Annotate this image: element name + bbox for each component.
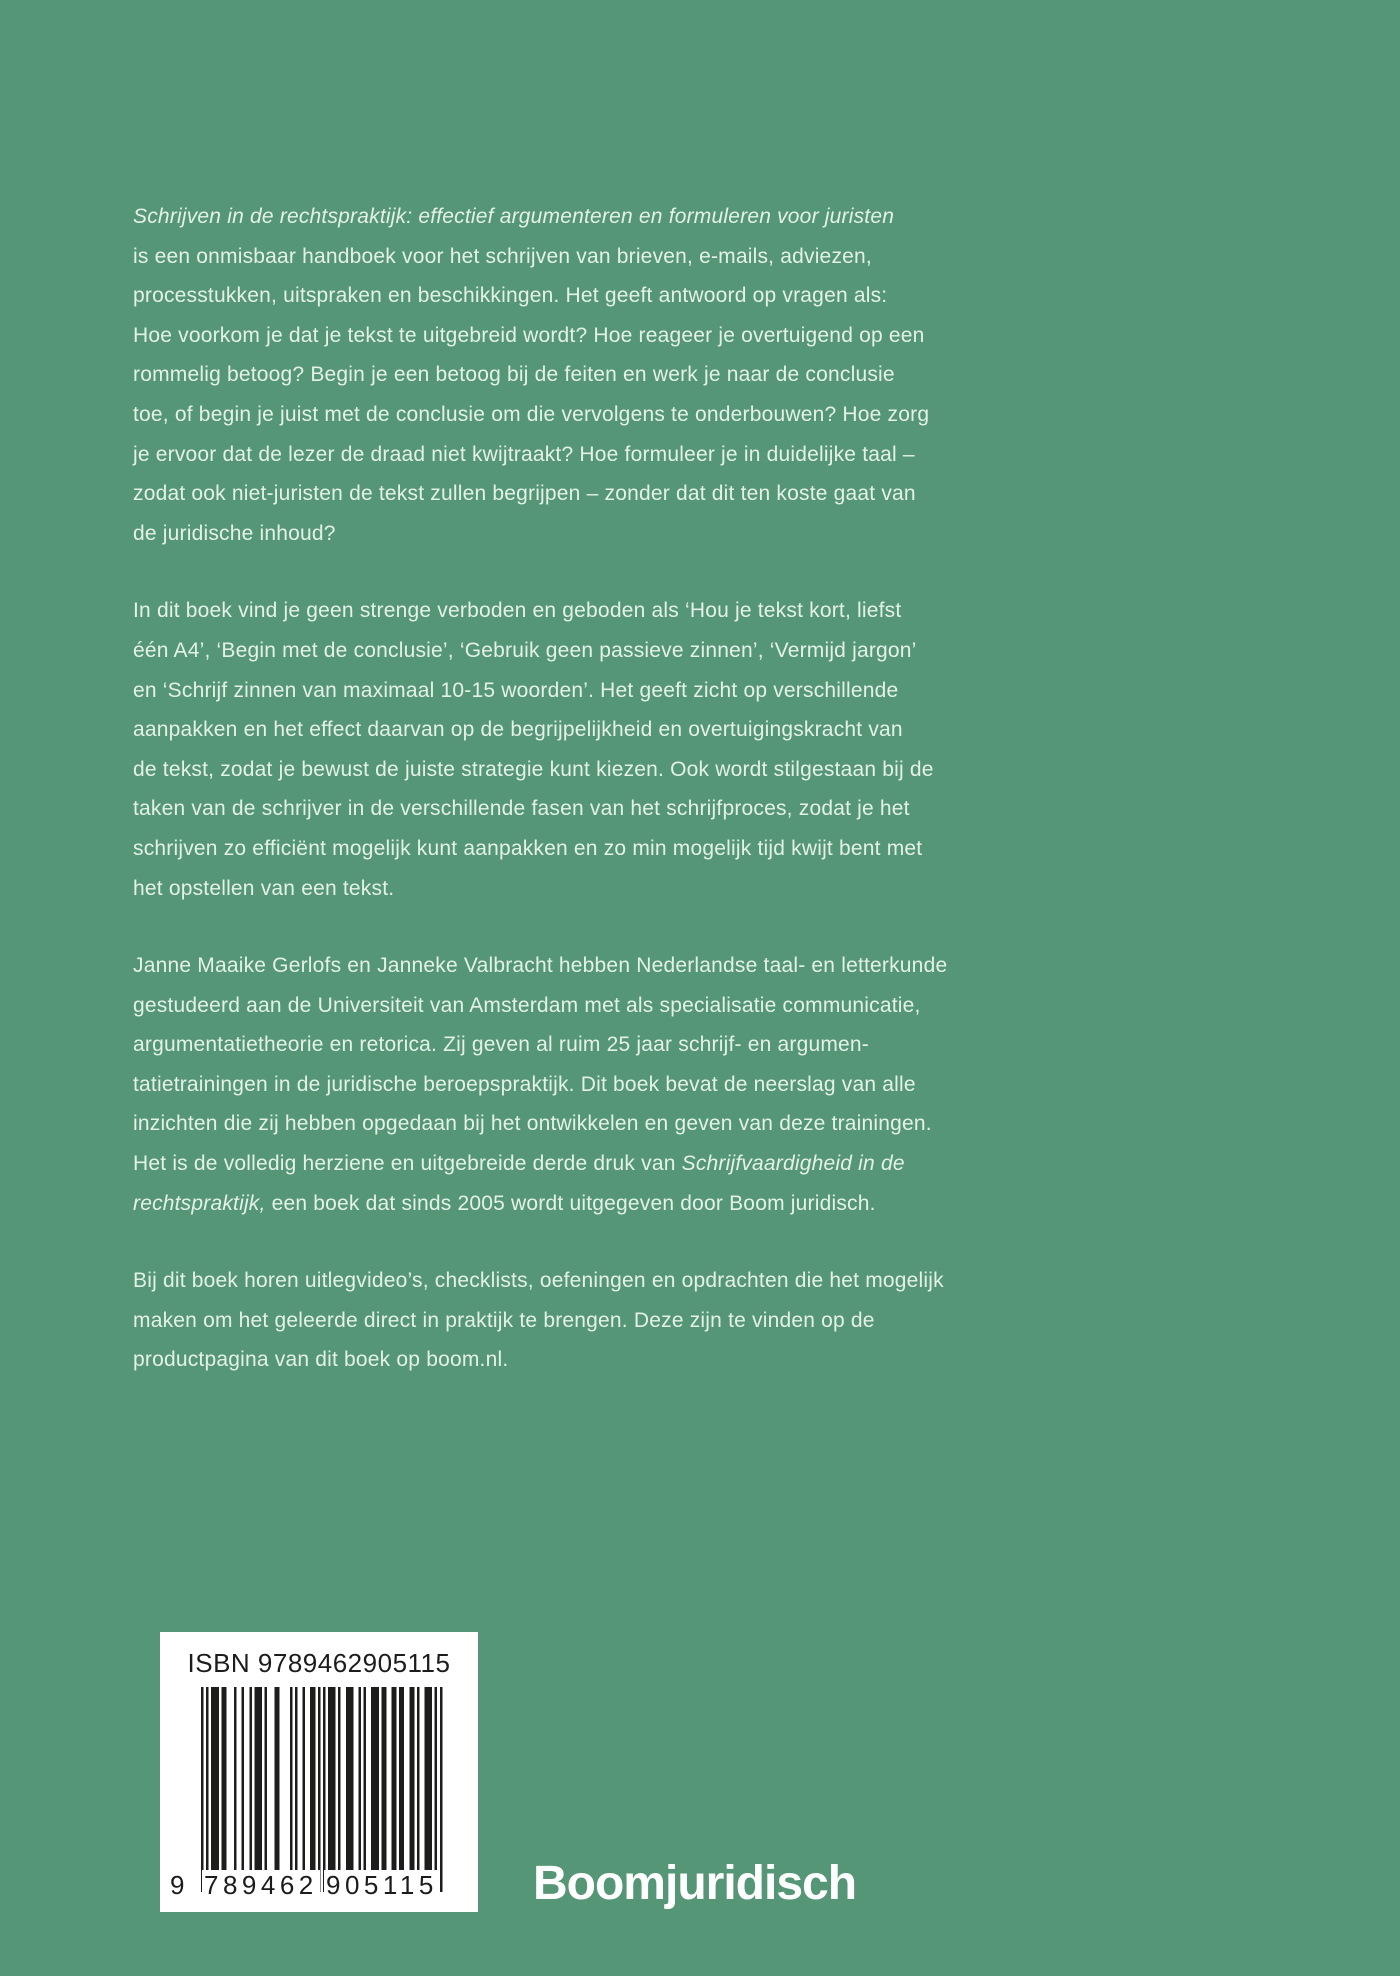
text-line bbox=[133, 789, 1053, 829]
blurb-text: productpagina van dit boek op boom.nl. bbox=[133, 1348, 509, 1372]
blurb-text: tatietrainingen in de juridische beroepspraktijk. Dit boek bevat de neerslag van alle bbox=[133, 1072, 916, 1096]
text-line bbox=[133, 1261, 1053, 1301]
text-line bbox=[133, 474, 1053, 514]
text-line bbox=[133, 1144, 1053, 1184]
isbn-number-label: ISBN 9789462905115 bbox=[187, 1648, 451, 1678]
text-line bbox=[133, 237, 1053, 277]
text-line bbox=[133, 829, 1053, 869]
text-line bbox=[133, 1184, 1053, 1224]
blurb-text: aanpakken en het effect daarvan op de begrijpelijkheid en overtuigingskracht van bbox=[133, 718, 903, 742]
blurb-paragraph-approach bbox=[133, 591, 1053, 908]
isbn-barcode-block bbox=[160, 1632, 478, 1912]
publisher-logo: Boomjuridisch bbox=[533, 1857, 857, 1910]
blurb-text: maken om het geleerde direct in praktijk te brengen. Deze zijn te vinden op de bbox=[133, 1308, 875, 1332]
ean-digit-left: 9 bbox=[170, 1870, 185, 1900]
text-line bbox=[133, 671, 1053, 711]
blurb-paragraph-authors bbox=[133, 946, 1053, 1223]
text-line bbox=[133, 276, 1053, 316]
blurb-text: de tekst, zodat je bewust de juiste strategie kunt kiezen. Ook wordt stilgestaan bij de bbox=[133, 757, 934, 781]
blurb-text: Janne Maaike Gerlofs en Janneke Valbracht hebben Nederlandse taal- en letterkunde bbox=[133, 954, 948, 978]
blurb-text: argumentatietheorie en retorica. Zij geven al ruim 25 jaar schrijf- en argumen- bbox=[133, 1033, 869, 1057]
blurb-text: je ervoor dat de lezer de draad niet kwijtraakt? Hoe formuleer je in duidelijke taal – bbox=[133, 442, 915, 466]
text-line bbox=[133, 316, 1053, 356]
text-line bbox=[133, 355, 1053, 395]
blurb-text: de juridische inhoud? bbox=[133, 521, 336, 545]
text-line bbox=[133, 1025, 1053, 1065]
blurb-text-book-title: rechtspraktijk, bbox=[133, 1191, 266, 1215]
text-line bbox=[133, 514, 1053, 554]
blurb-text: taken van de schrijver in de verschillende fasen van het schrijfproces, zodat je het bbox=[133, 797, 910, 821]
blurb-text: zodat ook niet-juristen de tekst zullen begrijpen – zonder dat dit ten koste gaat van bbox=[133, 482, 916, 506]
blurb-text: Schrijven in de rechtspraktijk: effectief argumenteren en formuleren voor juristen bbox=[133, 205, 895, 228]
blurb-text: inzichten die zij hebben opgedaan bij het ontwikkelen en geven van deze trainingen. bbox=[133, 1112, 932, 1136]
blurb-text: een boek dat sinds 2005 wordt uitgegeven door Boom juridisch. bbox=[265, 1191, 876, 1215]
back-cover-blurb bbox=[133, 197, 1053, 1380]
text-line bbox=[133, 1104, 1053, 1144]
blurb-text: Het is de volledig herziene en uitgebreide derde druk van bbox=[133, 1152, 682, 1176]
blurb-paragraph-intro bbox=[133, 197, 1053, 553]
blurb-text: processtukken, uitspraken en beschikkingen. Het geeft antwoord op vragen als: bbox=[133, 284, 888, 308]
blurb-paragraph-extras bbox=[133, 1261, 1053, 1380]
blurb-text: Hoe voorkom je dat je tekst te uitgebreid wordt? Hoe reageer je overtuigend op een bbox=[133, 323, 925, 347]
text-line bbox=[133, 395, 1053, 435]
blurb-text: één A4’, ‘Begin met de conclusie’, ‘Gebruik geen passieve zinnen’, ‘Vermijd jargon’ bbox=[133, 638, 917, 662]
blurb-text: schrijven zo efficiënt mogelijk kunt aanpakken en zo min mogelijk tijd kwijt bent met bbox=[133, 836, 923, 860]
blurb-text: rommelig betoog? Begin je een betoog bij de feiten en werk je naar de conclusie bbox=[133, 363, 895, 387]
text-line bbox=[133, 435, 1053, 475]
blurb-text: gestudeerd aan de Universiteit van Amsterdam met als specialisatie communicatie, bbox=[133, 993, 921, 1017]
blurb-text: en ‘Schrijf zinnen van maximaal 10-15 woorden’. Het geeft zicht op verschillende bbox=[133, 678, 899, 702]
blurb-text-book-title: Schrijfvaardigheid in de bbox=[681, 1152, 905, 1176]
text-line bbox=[133, 197, 1053, 237]
text-line bbox=[133, 631, 1053, 671]
blurb-text: is een onmisbaar handboek voor het schrijven van brieven, e-mails, adviezen, bbox=[133, 244, 872, 268]
text-line bbox=[133, 710, 1053, 750]
text-line bbox=[133, 591, 1053, 631]
text-line bbox=[133, 869, 1053, 909]
text-line bbox=[133, 1301, 1053, 1341]
blurb-text: het opstellen van een tekst. bbox=[133, 876, 395, 900]
ean-digit-group-2: 905115 bbox=[326, 1870, 438, 1900]
blurb-text: Bij dit boek horen uitlegvideo’s, checklists, oefeningen en opdrachten die het mogelijk bbox=[133, 1269, 944, 1293]
ean-digit-group-1: 789462 bbox=[204, 1870, 318, 1900]
blurb-text: toe, of begin je juist met de conclusie om die vervolgens te onderbouwen? Hoe zorg bbox=[133, 402, 930, 426]
text-line bbox=[133, 750, 1053, 790]
text-line bbox=[133, 986, 1053, 1026]
text-line bbox=[133, 1340, 1053, 1380]
text-line bbox=[133, 1065, 1053, 1105]
text-line bbox=[133, 946, 1053, 986]
blurb-text: In dit boek vind je geen strenge verboden en geboden als ‘Hou je tekst kort, liefst bbox=[133, 599, 902, 623]
